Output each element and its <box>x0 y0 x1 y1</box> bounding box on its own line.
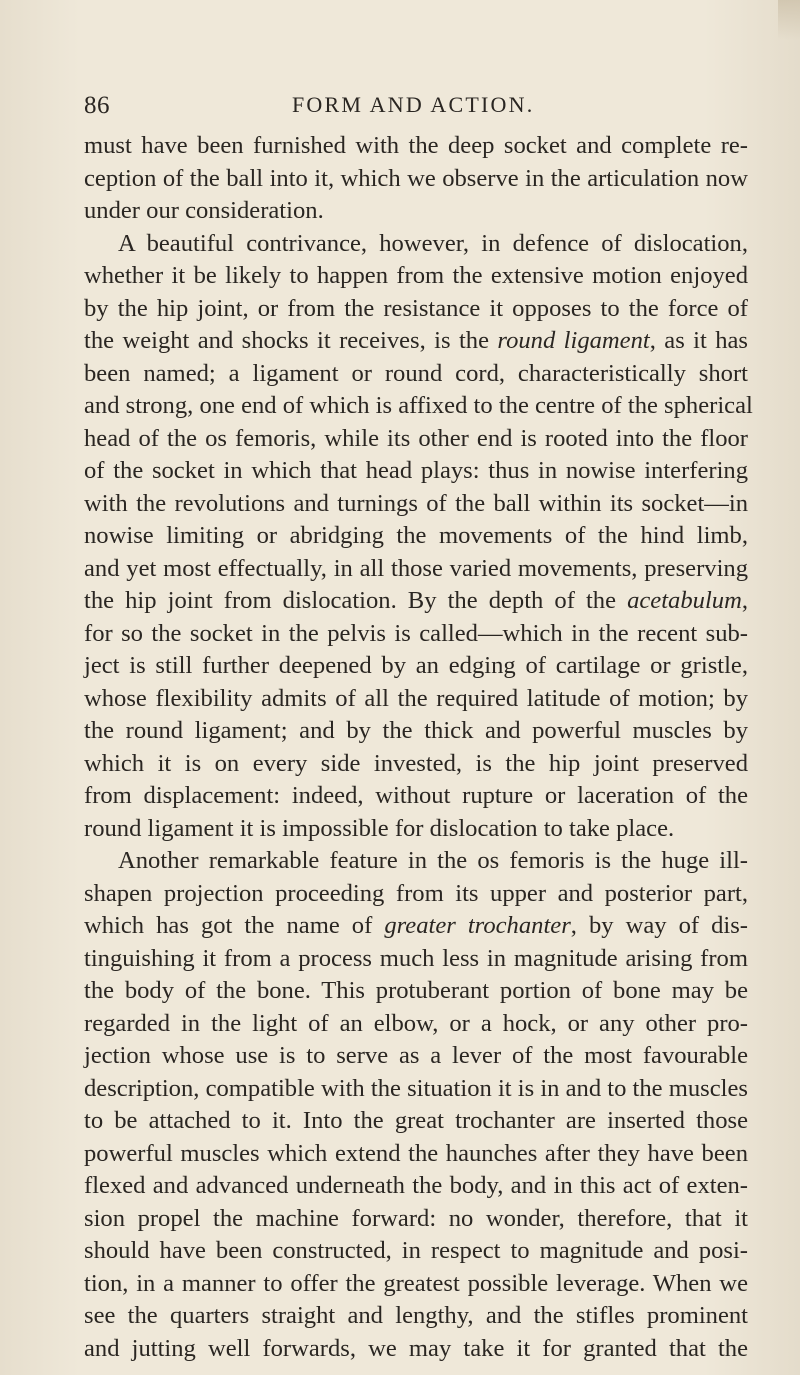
text-line: description, compatible with the situation it is in and to the muscles <box>84 1074 748 1102</box>
text-line: and jutting well forwards, we may take it for granted that the <box>84 1334 748 1362</box>
text-line: head of the os femoris, while its other end is rooted into the floor <box>84 424 748 452</box>
text-line: and yet most effectually, in all those varied movements, preserving <box>84 554 748 582</box>
text-line: the round ligament; and by the thick and powerful muscles by <box>84 717 748 744</box>
paragraph-start-line: Another remarkable feature in the os femoris is the huge ill- <box>118 847 748 874</box>
text-line: regarded in the light of an elbow, or a hock, or any other pro- <box>84 1009 748 1037</box>
text-line: see the quarters straight and lengthy, and the stifles prominent <box>84 1302 748 1329</box>
text-line: round ligament it is impossible for dislocation to take place. <box>84 814 675 842</box>
body-text <box>84 130 753 1365</box>
text-line: and strong, one end of which is affixed to the centre of the spherical <box>84 392 753 419</box>
page-number: 86 <box>84 92 110 119</box>
text-line: powerful muscles which extend the haunches after they have been <box>84 1139 748 1167</box>
text-line: ject is still further deepened by an edging of cartilage or gristle, <box>84 652 748 679</box>
running-head <box>84 92 746 124</box>
text-line: sion propel the machine forward: no wonder, therefore, that it <box>84 1204 748 1232</box>
text-line: been named; a ligament or round cord, characteristically short <box>84 359 748 387</box>
text-run: , as it has <box>649 327 749 354</box>
text-line: ception of the ball into it, which we observe in the articulation now <box>84 164 748 192</box>
italic-term: round ligament <box>497 327 650 354</box>
text-line <box>84 910 748 943</box>
text-line: nowise limiting or abridging the movements of the hind limb, <box>84 522 748 549</box>
text-line: must have been furnished with the deep socket and complete re- <box>84 132 748 159</box>
text-run: , <box>741 587 748 614</box>
text-line: tinguishing it from a process much less in magnitude arising from <box>84 944 748 972</box>
text-line: shapen projection proceeding from its upper and posterior part, <box>84 879 748 907</box>
text-run: the hip joint from dislocation. By the depth of the <box>84 587 628 614</box>
text-line: jection whose use is to serve as a lever of the most favourable <box>84 1042 748 1069</box>
text-line: under our consideration. <box>84 197 324 224</box>
text-line: with the revolutions and turnings of the ball within its socket—in <box>84 489 748 517</box>
text-line: flexed and advanced underneath the body, and in this act of exten- <box>84 1172 748 1199</box>
text-line: tion, in a manner to offer the greatest possible leverage. When we <box>84 1269 748 1297</box>
text-line: to be attached to it. Into the great trochanter are inserted those <box>84 1107 748 1134</box>
paragraph-start-line: A beautiful contrivance, however, in defence of dislocation, <box>118 229 748 257</box>
text-line: from displacement: indeed, without rupture or laceration of the <box>84 782 748 809</box>
italic-term: acetabulum <box>627 587 742 614</box>
text-line: which it is on every side invested, is the hip joint preserved <box>84 749 748 777</box>
text-run: the weight and shocks it receives, is the <box>84 327 498 354</box>
text-line: of the socket in which that head plays: thus in nowise interfering <box>84 457 748 484</box>
italic-term: greater trochanter <box>384 912 571 939</box>
text-line: should have been constructed, in respect to magnitude and posi- <box>84 1237 748 1264</box>
text-line: by the hip joint, or from the resistance it opposes to the force of <box>84 294 748 322</box>
text-line: whose flexibility admits of all the required latitude of motion; by <box>84 684 748 712</box>
page-edge-shading <box>778 0 800 40</box>
text-run: , by way of dis- <box>570 912 748 939</box>
running-title: FORM AND ACTION. <box>292 92 535 117</box>
text-line: the body of the bone. This protuberant portion of bone may be <box>84 977 748 1004</box>
text-line: whether it be likely to happen from the extensive motion enjoyed <box>84 262 748 289</box>
text-line <box>84 325 748 358</box>
text-line: for so the socket in the pelvis is called—which in the recent sub- <box>84 619 748 647</box>
text-line <box>84 585 748 618</box>
text-run: which has got the name of <box>84 912 385 939</box>
